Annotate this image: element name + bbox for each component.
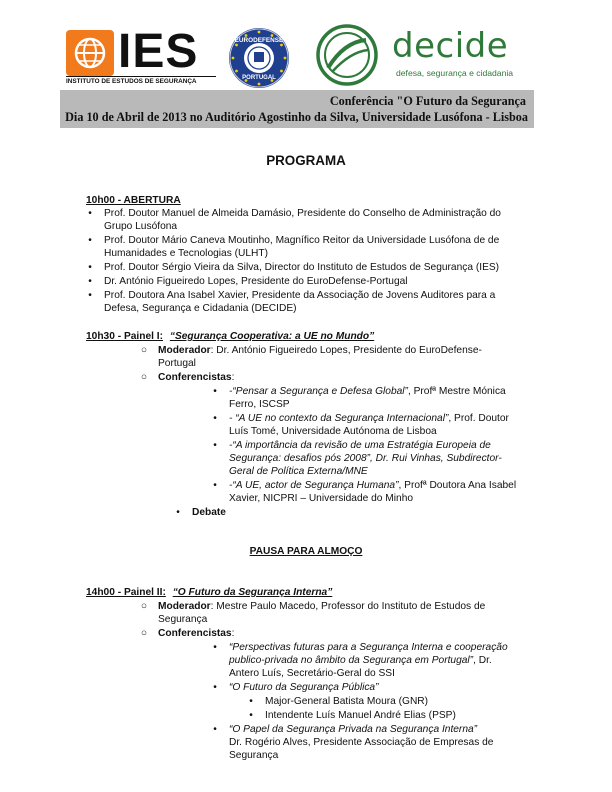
moderator-label: Moderador xyxy=(158,345,211,356)
panel2-talk3-line2: Dr. Rogério Alves, Presidente Associação de Empresas de xyxy=(229,737,494,748)
bullet: • xyxy=(213,642,217,653)
banner-title: Conferência "O Futuro da Segurança xyxy=(329,94,526,108)
ies-wordmark: IES xyxy=(118,25,199,78)
panel2-talk2: “O Futuro da Segurança Pública” xyxy=(229,682,379,693)
speakers-colon: : xyxy=(231,372,235,383)
conference-banner xyxy=(60,90,534,128)
moderator-text: : Dr. António Figueiredo Lopes, Presidente do EuroDefense- xyxy=(210,345,482,356)
decide-logo xyxy=(314,24,524,86)
opening-heading: 10h00 - ABERTURA xyxy=(86,195,181,206)
panel2-talk1-line3: Antero Luís, Secretário-Geral do SSI xyxy=(229,668,395,679)
bullet: • xyxy=(213,682,217,693)
panel2-talk1-line2 xyxy=(229,655,492,666)
bullet: • xyxy=(88,235,92,246)
panel1-talk1-line2: Ferro, ISCSP xyxy=(229,399,290,410)
panel2-talk2-speaker2: Intendente Luís Manuel André Elias (PSP) xyxy=(265,710,456,721)
bullet: • xyxy=(88,262,92,273)
panel2-speakers-label xyxy=(158,628,234,639)
talk-title: - “A UE no contexto da Segurança Internacional” xyxy=(229,413,449,424)
bullet: • xyxy=(176,507,180,518)
panel1-talk4-line2: Xavier, NICPRI – Universidade do Minho xyxy=(229,493,414,504)
eurodefense-text: EURODEFENSE xyxy=(234,37,284,44)
decide-wordmark: decide xyxy=(392,26,509,66)
panel2-talk1-line1: “Perspectivas futuras para a Segurança Interna e cooperação xyxy=(229,642,508,653)
lunch-break: PAUSA PARA ALMOÇO xyxy=(249,546,363,557)
panel1-debate: Debate xyxy=(192,507,226,518)
panel2-moderator-line2: Segurança xyxy=(158,614,208,625)
opening-item-2-line2: Humanidades e Tecnologias (ULHT) xyxy=(104,248,269,259)
opening-item-1-line1: Prof. Doutor Manuel de Almeida Damásio, Presidente do Conselho de Administração do xyxy=(104,208,501,219)
bullet: • xyxy=(213,386,217,397)
bullet: • xyxy=(88,290,92,301)
speakers-label: Conferencistas xyxy=(158,372,232,383)
ies-globe-icon xyxy=(66,30,114,76)
panel2-talk2-speaker1: Major-General Batista Moura (GNR) xyxy=(265,696,429,707)
eurodefense-country: PORTUGAL xyxy=(242,75,276,81)
panel1-talk3-line1: -“A importância da revisão de uma Estratégia Europeia de xyxy=(229,440,491,451)
panel1-moderator xyxy=(158,345,482,356)
talk-title: publico-privada no âmbito da Segurança em Portugal” xyxy=(229,655,474,666)
talk-speaker: , Prof. Doutor xyxy=(448,413,509,424)
panel2-moderator xyxy=(158,601,485,612)
panel1-moderator-line2: Portugal xyxy=(158,358,196,369)
decide-emblem-icon xyxy=(314,24,380,86)
decide-tagline: defesa, segurança e cidadania xyxy=(396,68,514,78)
talk-title: -“A UE, actor de Segurança Humana” xyxy=(229,480,399,491)
panel2-talk3: “O Papel da Segurança Privada na Segurança Interna” xyxy=(229,724,478,735)
panel1-talk3-line2: Segurança: desafios pós 2008”, Dr. Rui Vinhas, Subdirector- xyxy=(229,453,502,464)
panel1-title: “Segurança Cooperativa: a UE no Mundo” xyxy=(169,331,375,342)
moderator-text: : Mestre Paulo Macedo, Professor do Instituto de Estudos de xyxy=(210,601,486,612)
panel1-talk2 xyxy=(229,413,509,424)
panel2-talk3-line3: Segurança xyxy=(229,750,279,761)
speakers-label: Conferencistas xyxy=(158,628,232,639)
opening-item-1-line2: Grupo Lusófona xyxy=(104,221,178,232)
bullet: • xyxy=(213,724,217,735)
page-title: PROGRAMA xyxy=(266,153,346,168)
panel1-talk4 xyxy=(229,480,516,491)
header-logos xyxy=(0,0,612,90)
bullet: • xyxy=(213,480,217,491)
opening-item-5-line1: Prof. Doutora Ana Isabel Xavier, Presidente da Associação de Jovens Auditores para a xyxy=(104,290,496,301)
panel1-heading xyxy=(86,331,374,342)
circle-bullet-icon: ○ xyxy=(140,372,148,383)
opening-item-3: Prof. Doutor Sérgio Vieira da Silva, Director do Instituto de Estudos de Segurança (IES) xyxy=(104,262,500,273)
circle-bullet-icon: ○ xyxy=(140,601,148,612)
panel2-title: “O Futuro da Segurança Interna” xyxy=(172,587,333,598)
opening-item-2-line1: Prof. Doutor Mário Caneva Moutinho, Magnífico Reitor da Universidade Lusófona de de xyxy=(104,235,500,246)
ies-logo xyxy=(66,25,216,86)
panel2-time: 14h00 - Painel II: xyxy=(86,587,166,598)
opening-item-5-line2: Defesa, Segurança e Cidadania (DECIDE) xyxy=(104,303,297,314)
bullet: • xyxy=(249,696,253,707)
circle-bullet-icon: ○ xyxy=(140,345,148,356)
panel1-time: 10h30 - Painel I: xyxy=(86,331,164,342)
panel1-speakers-label xyxy=(158,372,234,383)
banner-date-venue: Dia 10 de Abril de 2013 no Auditório Agostinho da Silva, Universidade Lusófona - Lisboa xyxy=(65,110,528,124)
bullet: • xyxy=(249,710,253,721)
panel1-talk1 xyxy=(229,386,506,397)
panel1-talk2-line2: Luís Tomé, Universidade Autónoma de Lisboa xyxy=(229,426,437,437)
bullet: • xyxy=(88,276,92,287)
speakers-colon: : xyxy=(231,628,235,639)
panel1-talk3-line3: Geral de Política Externa/MNE xyxy=(229,466,368,477)
ies-caption: INSTITUTO DE ESTUDOS DE SEGURANÇA xyxy=(66,76,216,85)
bullet: • xyxy=(88,208,92,219)
bullet: • xyxy=(213,413,217,424)
talk-speaker: , Profª Doutora Ana Isabel xyxy=(398,480,517,491)
eurodefense-logo xyxy=(228,27,290,89)
moderator-label: Moderador xyxy=(158,601,211,612)
circle-bullet-icon: ○ xyxy=(140,628,148,639)
talk-speaker: , Profª Mestre Mónica xyxy=(407,386,506,397)
bullet: • xyxy=(213,440,217,451)
opening-item-4: Dr. António Figueiredo Lopes, Presidente do EuroDefense-Portugal xyxy=(104,276,408,287)
talk-title: -“Pensar a Segurança e Defesa Global” xyxy=(229,386,408,397)
talk-speaker: , Dr. xyxy=(473,655,492,666)
panel2-heading xyxy=(86,587,332,598)
